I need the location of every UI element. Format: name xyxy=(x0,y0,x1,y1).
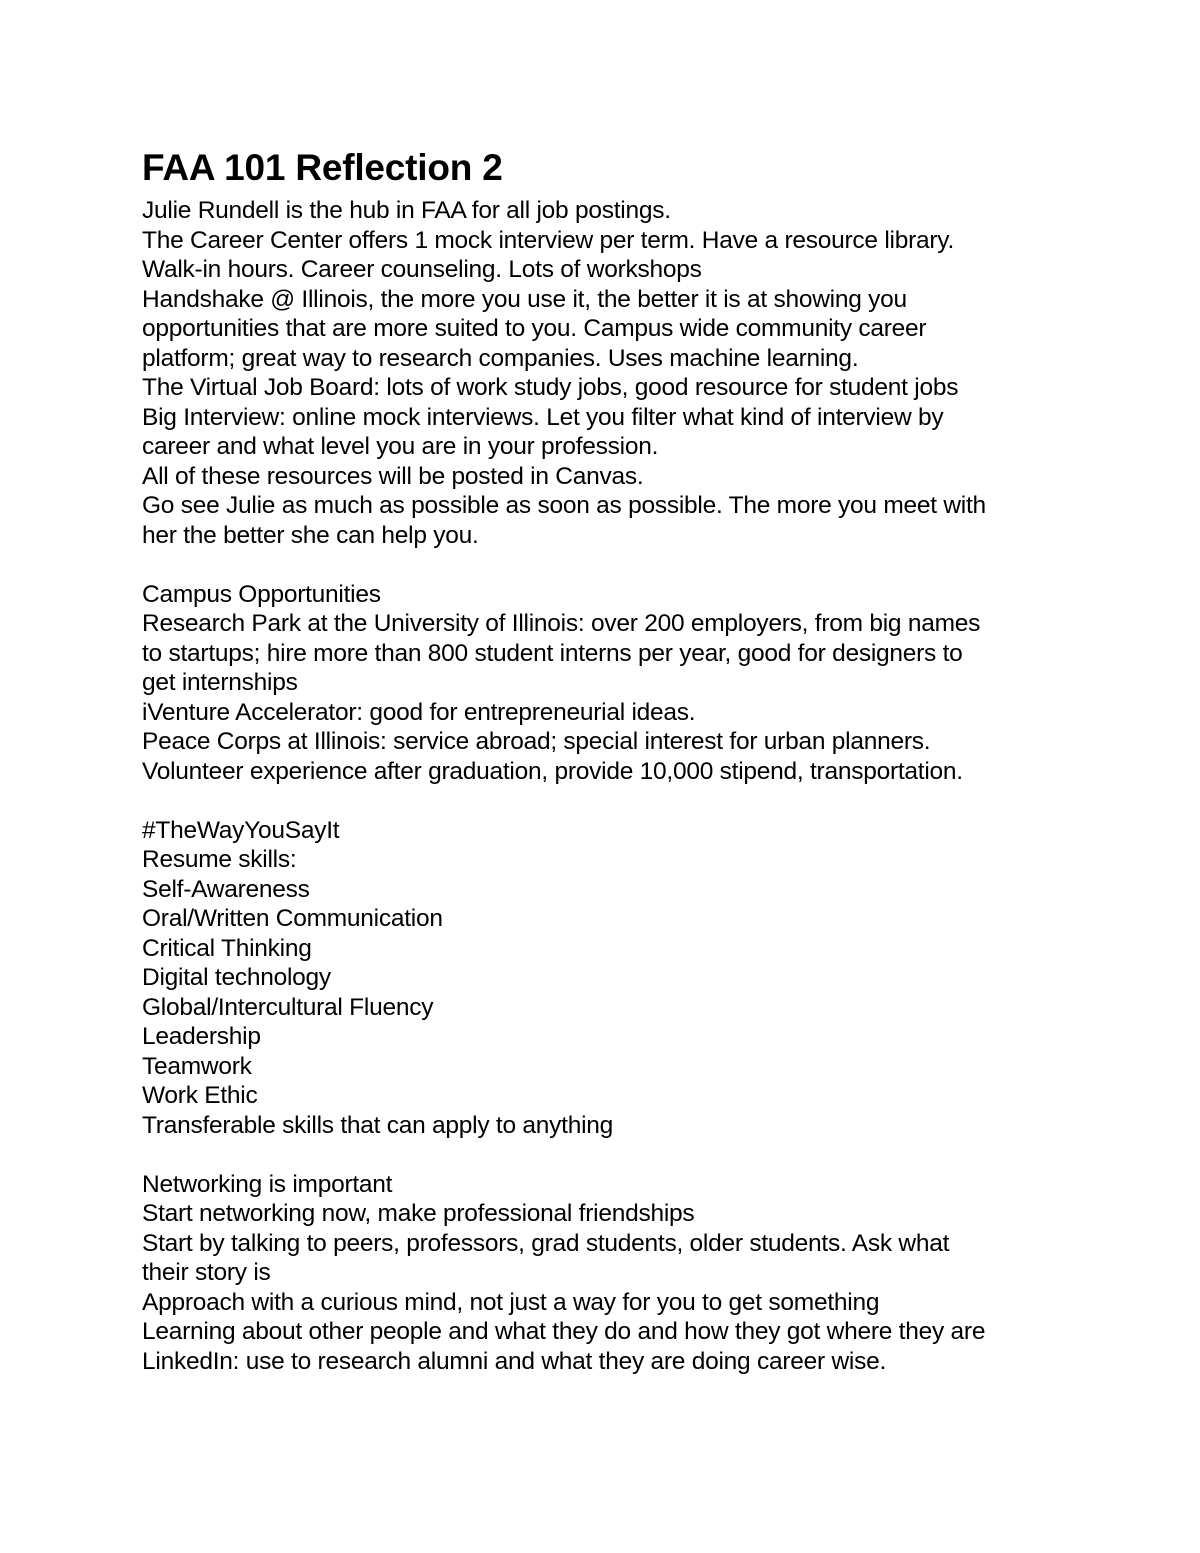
text-line: Global/Intercultural Fluency xyxy=(142,993,434,1021)
text-line: platform; great way to research companies. Uses machine learning. xyxy=(142,344,859,372)
text-line: to startups; hire more than 800 student interns per year, good for designers to xyxy=(142,639,963,667)
text-line: Transferable skills that can apply to anything xyxy=(142,1111,614,1139)
text-line: Campus Opportunities xyxy=(142,580,381,608)
text-line: Julie Rundell is the hub in FAA for all job postings. xyxy=(142,197,671,224)
blank-line xyxy=(142,550,1142,580)
text-line: Networking is important xyxy=(142,1170,393,1198)
text-line: Handshake @ Illinois, the more you use it, the better it is at showing you xyxy=(142,285,907,313)
text-line: career and what level you are in your profession. xyxy=(142,433,659,460)
text-line: Volunteer experience after graduation, provide 10,000 stipend, transportation. xyxy=(142,757,963,785)
text-line: LinkedIn: use to research alumni and what they are doing career wise. xyxy=(142,1347,887,1375)
text-line: get internships xyxy=(142,669,298,696)
text-line: Go see Julie as much as possible as soon as possible. The more you meet with xyxy=(142,492,986,519)
blank-line xyxy=(142,786,1142,816)
text-line: Learning about other people and what they do and how they got where they are xyxy=(142,1318,986,1345)
text-line: Peace Corps at Illinois: service abroad; special interest for urban planners. xyxy=(142,728,931,755)
text-line: iVenture Accelerator: good for entrepreneurial ideas. xyxy=(142,698,696,726)
text-line: Oral/Written Communication xyxy=(142,905,443,932)
document-page xyxy=(142,148,1142,1376)
text-line: Research Park at the University of Illinois: over 200 employers, from big names xyxy=(142,610,981,637)
text-line: Start by talking to peers, professors, grad students, older students. Ask what xyxy=(142,1229,950,1257)
text-line: opportunities that are more suited to you. Campus wide community career xyxy=(142,315,927,342)
document-title: FAA 101 Reflection 2 xyxy=(142,147,503,188)
text-line: Resume skills: xyxy=(142,846,297,873)
text-line: Start networking now, make professional friendships xyxy=(142,1200,695,1227)
text-line: their story is xyxy=(142,1259,271,1286)
text-line: All of these resources will be posted in Canvas. xyxy=(142,462,644,490)
text-line: Leadership xyxy=(142,1023,261,1050)
text-line: The Virtual Job Board: lots of work study jobs, good resource for student jobs xyxy=(142,374,959,401)
text-line: Work Ethic xyxy=(142,1082,258,1109)
text-line: Self-Awareness xyxy=(142,875,310,903)
text-line: Teamwork xyxy=(142,1052,252,1080)
text-line: Approach with a curious mind, not just a way for you to get something xyxy=(142,1288,880,1316)
text-line: Walk-in hours. Career counseling. Lots of workshops xyxy=(142,256,702,283)
text-line: her the better she can help you. xyxy=(142,521,479,549)
text-line: Critical Thinking xyxy=(142,934,312,962)
text-line: Big Interview: online mock interviews. Let you filter what kind of interview by xyxy=(142,403,944,431)
blank-line xyxy=(142,1140,1142,1170)
text-line: The Career Center offers 1 mock interview per term. Have a resource library. xyxy=(142,226,955,254)
document-body xyxy=(142,196,1142,1376)
text-line: Digital technology xyxy=(142,964,331,991)
text-line: #TheWayYouSayIt xyxy=(142,816,340,844)
